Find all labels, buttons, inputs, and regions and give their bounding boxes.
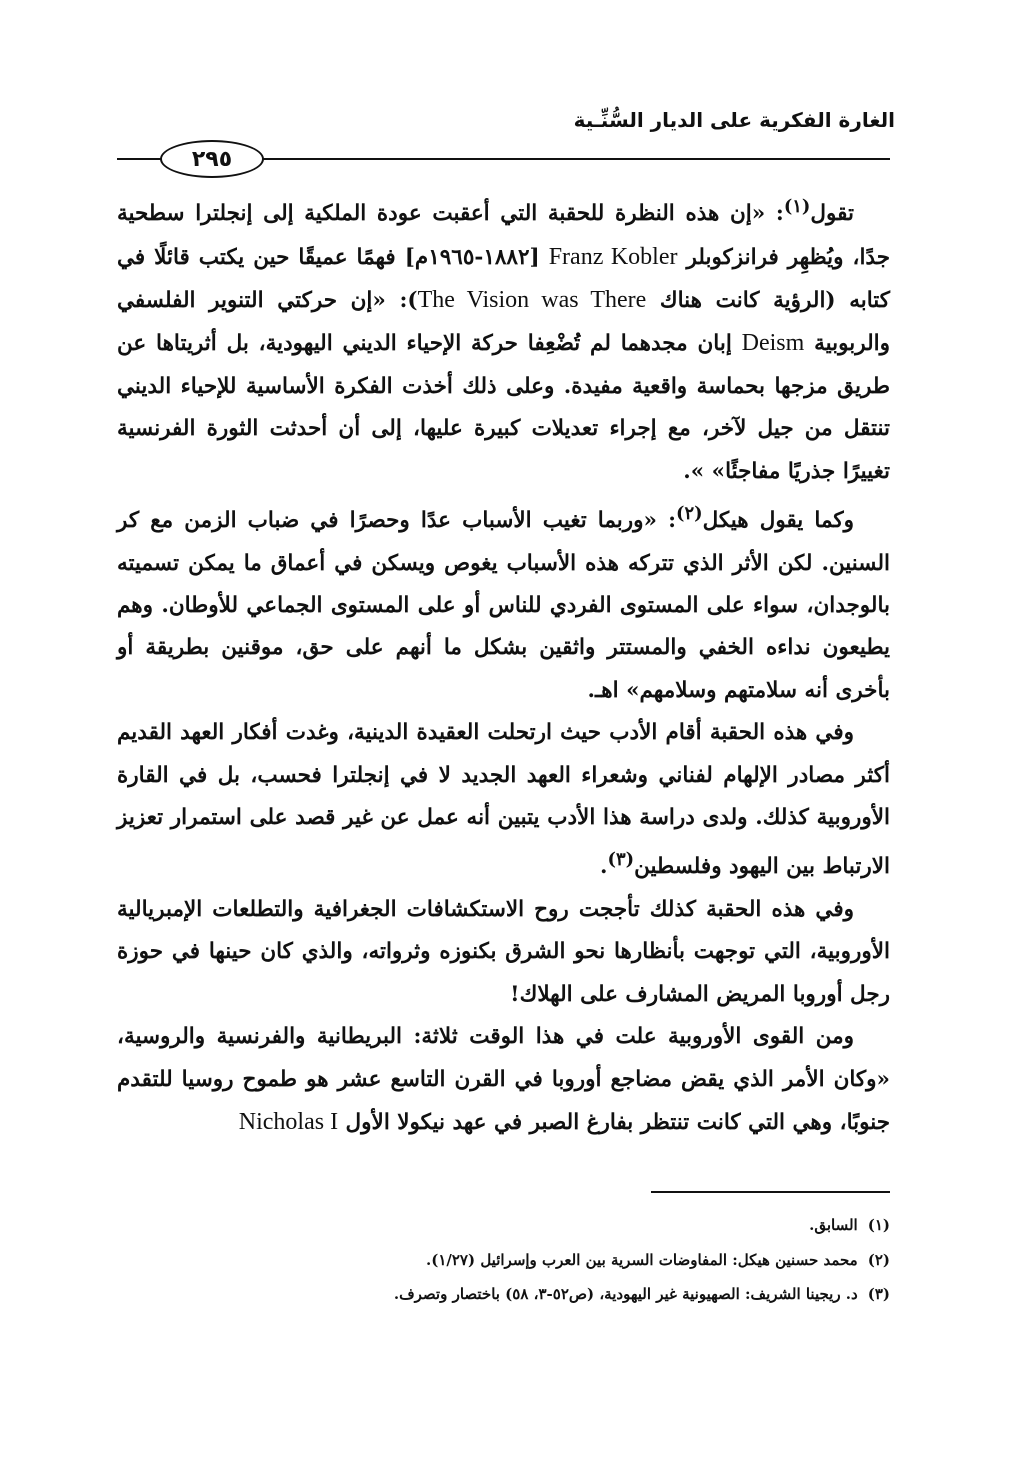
text-run: . xyxy=(600,854,608,880)
text-run: تقول xyxy=(810,201,854,227)
footnote-number: (١) xyxy=(867,1216,890,1234)
main-text xyxy=(117,186,890,1144)
text-run: : «وربما تغيب الأسباب عدًا وحصرًا في ضباب الزمن مع كر السنين. لكن الأثر الذي تتركه هذه الأسباب يغوص ويسكن في أعماق ما يمكن تسميته بالوجدان، سواء على المستوى الفردي للناس أو على المستوى الجماعي للأوطان. وهم يطيعون نداءه الخفي والمستتر واثقين بشكل ما أنهم على حق، موقنين بطريقة أو بأخرى أنه سلامتهم وسلامهم» اهـ. xyxy=(117,508,890,703)
page-number: ٢٩٥ xyxy=(191,146,233,172)
footnote-text: محمد حسنين هيكل: المفاوضات السرية بين العرب وإسرائيل (١/٢٧). xyxy=(426,1250,858,1269)
latin-term: Franz Kobler xyxy=(548,243,678,270)
footnote-text: د. ريجينا الشريف: الصهيونية غير اليهودية، (ص٥٢-٣، ٥٨) باختصار وتصرف. xyxy=(393,1285,858,1303)
text-run: إبان مجدهما لم تُضْعِفا حركة الإحياء الديني اليهودية، بل أثريتاها عن طريق مزجها بحماسة واقعية مفيدة. وعلى ذلك أخذت الفكرة الأساسية للإحياء الديني تنتقل من جيل لآخر، مع إجراء تعديلات كبيرة عليها، إلى أن أحدثت الثورة الفرنسية تغييرًا جذريًا مفاجئًا» ». xyxy=(117,331,890,484)
footnote-rule xyxy=(651,1191,890,1193)
footnote-ref-1: (١) xyxy=(783,196,811,217)
footnote-text: السابق. xyxy=(809,1216,858,1234)
latin-term: Deism xyxy=(741,330,805,357)
latin-term: The Vision was There xyxy=(417,286,647,313)
footnote-2 xyxy=(117,1243,890,1278)
paragraph-2 xyxy=(117,493,890,712)
running-header-title: الغارة الفكرية على الديار السُّنِّـية xyxy=(573,108,895,132)
text-run: : «إن هذه النظرة للحقبة التي أعقبت عودة الملكية إلى إنجلترا سطحية جدًا، ويُظهِر فرانزكوبلر xyxy=(117,201,890,270)
paragraph-1 xyxy=(117,186,890,493)
footnote-ref-3: (٣) xyxy=(607,849,635,871)
text-run: وكما يقول هيكل xyxy=(702,508,855,534)
footnotes xyxy=(117,1208,890,1312)
latin-term: Nicholas I xyxy=(238,1109,339,1135)
footnote-number: (٢) xyxy=(867,1250,890,1269)
paragraph-3 xyxy=(117,712,890,889)
text-run: ومن القوى الأوروبية علت في هذا الوقت ثلاثة: البريطانية والفرنسية والروسية، «وكان الأمر الذي يقض مضاجع أوروبا في القرن التاسع عشر هو طموح روسيا للتقدم جنوبًا، وهي التي كانت تنتظر بفارغ الصبر في عهد نيكولا الأول xyxy=(117,1024,890,1135)
text-run: ): «إن حركتي التنوير الفلسفي والربوبية xyxy=(117,287,890,357)
footnote-3 xyxy=(117,1277,890,1312)
footnote-1 xyxy=(117,1208,890,1243)
paragraph-5 xyxy=(117,1016,890,1144)
page-number-badge xyxy=(160,140,264,178)
footnote-ref-2: (٢) xyxy=(676,503,703,524)
text-run: وفي هذه الحقبة أقام الأدب حيث ارتحلت العقيدة الدينية، وغدت أفكار العهد القديم أكثر مصادر الإلهام لفناني وشعراء العهد الجديد لا في إنجلترا فحسب، بل في القارة الأوروبية كذلك. ولدى دراسة هذا الأدب يتبين أنه عمل عن غير قصد على استمرار تعزيز الارتباط بين اليهود وفلسطين xyxy=(117,720,890,880)
footnote-number: (٣) xyxy=(867,1285,890,1303)
text-run: [١٨٨٢-١٩٦٥م] فهمًا عميقًا حين يكتب قائلًا في كتابه (الرؤية كانت هناك xyxy=(117,244,890,313)
paragraph-4: وفي هذه الحقبة كذلك تأججت روح الاستكشافات الجغرافية والتطلعات الإمبريالية الأوروبية، التي توجهت بأنظارها نحو الشرق بكنوزه وثرواته، والذي كان حينها في حوزة رجل أوروبا المريض المشارف على الهلاك! xyxy=(117,896,890,1007)
